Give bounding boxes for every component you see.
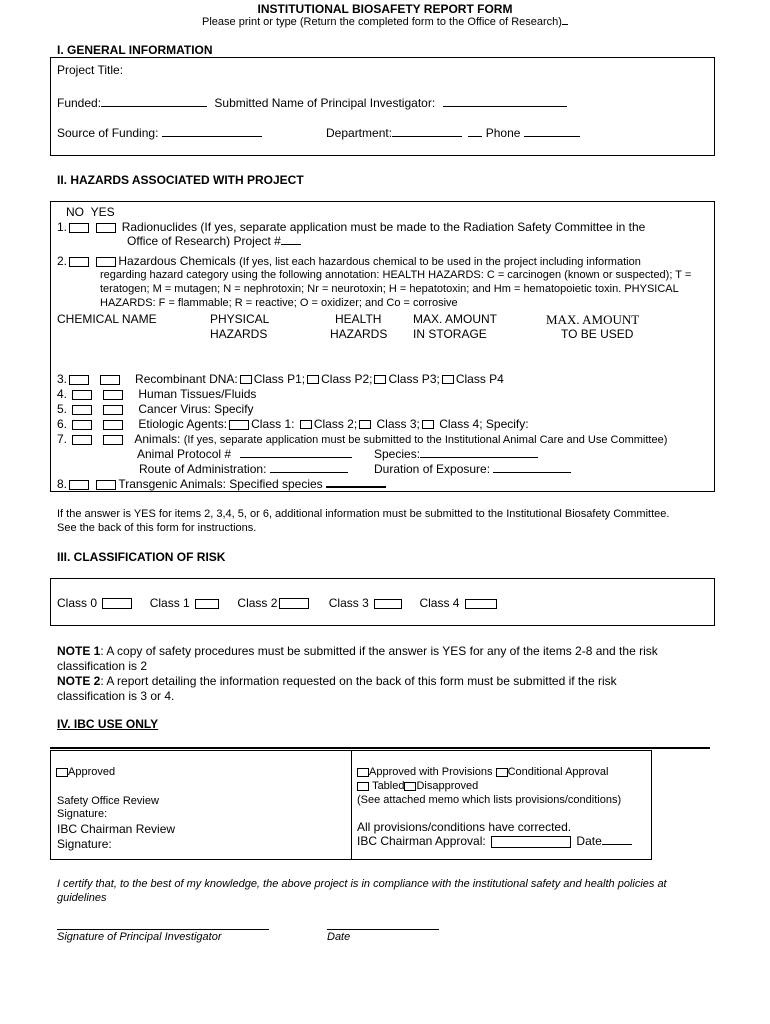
item-5-no-checkbox[interactable]: [72, 405, 92, 415]
col-used-1: MAX. AMOUNT: [546, 312, 640, 327]
ibc-top-rule: [50, 747, 710, 749]
item-2-line3: teratogen; M = mutagen; N = nephrotoxin; Nr = neurotoxin; H = hepatotoxin; and Hm = hematopoietic toxin. PHYSICAL: [100, 283, 679, 295]
col-storage-2: IN STORAGE: [413, 327, 487, 341]
funded-row: Funded: Submitted Name of Principal Investigator:: [57, 96, 567, 110]
memo-note: (See attached memo which lists provisions/conditions): [357, 794, 622, 806]
col-chemical-name: CHEMICAL NAME: [57, 312, 157, 326]
item-8-row: 8. Transgenic Animals: Specified species: [57, 477, 386, 491]
item-7-yes-checkbox[interactable]: [103, 435, 123, 445]
species-field[interactable]: [420, 457, 538, 458]
transgenic-species-field[interactable]: [326, 486, 386, 488]
item-5-yes-checkbox[interactable]: [103, 405, 123, 415]
item-2-line2: regarding hazard category using the following annotation: HEALTH HAZARDS: C = carcinogen (known or suspected); T =: [100, 269, 692, 281]
certify-line-2: guidelines: [57, 892, 107, 904]
etiologic-class-4-checkbox[interactable]: [422, 420, 434, 429]
chairman-approval-row: IBC Chairman Approval: Date: [357, 834, 632, 848]
section-ibc-heading: IV. IBC USE ONLY: [57, 717, 159, 731]
animal-protocol-field[interactable]: [240, 457, 352, 458]
item-7-row: 7. Animals: (If yes, separate application must be submitted to the Institutional Animal Care and Use Committee): [57, 432, 668, 446]
item-6-row: 6. Etiologic Agents: Class 1: Class 2; Class 3; Class 4; Specify:: [57, 417, 529, 431]
item-6-no-checkbox[interactable]: [72, 420, 92, 430]
risk-classes-row: Class 0 Class 1 Class 2 Class 3 Class 4: [57, 596, 499, 610]
duration-field[interactable]: [493, 472, 571, 473]
section-risk-heading: III. CLASSIFICATION OF RISK: [57, 550, 226, 564]
class-p1-checkbox[interactable]: [240, 375, 252, 384]
class-2-checkbox[interactable]: [279, 598, 309, 609]
route-field[interactable]: [270, 472, 348, 473]
provisions-row: Approved with Provisions Conditional Approval: [357, 766, 608, 778]
item-2-no-checkbox[interactable]: [69, 257, 89, 267]
item-1-no-checkbox[interactable]: [69, 223, 89, 233]
approval-date-field[interactable]: [602, 844, 632, 845]
class-p3-checkbox[interactable]: [374, 375, 386, 384]
item-3-row: 3. Recombinant DNA: Class P1; Class P2; Class P3; Class P4: [57, 372, 504, 386]
safety-review-label: Safety Office Review: [57, 795, 159, 807]
etiologic-class-2-checkbox[interactable]: [300, 420, 312, 429]
item-2-line4: HAZARDS: F = flammable; R = reactive; O = oxidizer; and Co = corrosive: [100, 297, 458, 309]
col-storage-1: MAX. AMOUNT: [413, 312, 498, 326]
item-2-yes-checkbox[interactable]: [96, 257, 116, 267]
approved-row: Approved: [56, 766, 115, 778]
col-health-1: HEALTH: [335, 312, 382, 326]
section-general-heading: I. GENERAL INFORMATION: [57, 43, 213, 57]
item-4-row: 4. Human Tissues/Fluids: [57, 387, 257, 401]
pi-name-field[interactable]: [443, 106, 567, 107]
protocol-row: Animal Protocol #: [137, 447, 352, 461]
col-physical-1: PHYSICAL: [210, 312, 270, 326]
etiologic-class-1-checkbox[interactable]: [229, 420, 249, 430]
note-1-line2: classification is 2: [57, 659, 148, 673]
certify-line-1: I certify that, to the best of my knowledge, the above project is in compliance with the institutional safety and health policies at: [57, 878, 667, 890]
item-6-yes-checkbox[interactable]: [103, 420, 123, 430]
class-3-checkbox[interactable]: [374, 599, 402, 609]
form-title: INSTITUTIONAL BIOSAFETY REPORT FORM: [257, 2, 513, 16]
signature-pi-label: Signature of Principal Investigator: [57, 931, 222, 943]
item-5-row: 5. Cancer Virus: Specify: [57, 402, 254, 416]
approved-provisions-checkbox[interactable]: [357, 768, 369, 777]
no-yes-header: NO YES: [66, 205, 115, 219]
chairman-review-label: IBC Chairman Review: [57, 822, 176, 836]
route-row: Route of Administration:: [139, 462, 348, 476]
chairman-signature-label: Signature:: [57, 837, 112, 851]
species-row: Species:: [374, 447, 538, 461]
form-subtitle: Please print or type (Return the completed form to the Office of Research): [0, 16, 770, 28]
date-line[interactable]: [327, 929, 439, 930]
col-health-2: HAZARDS: [330, 327, 388, 341]
tabled-checkbox[interactable]: [357, 782, 369, 791]
ibc-divider: [351, 750, 352, 860]
project-title-label: Project Title:: [57, 63, 124, 77]
class-1-checkbox[interactable]: [195, 599, 219, 609]
item-8-yes-checkbox[interactable]: [96, 480, 116, 490]
notice-line-1: If the answer is YES for items 2, 3,4, 5, or 6, additional information must be submitted to the Institutional Biosafety Committee.: [57, 508, 670, 520]
col-used-2: TO BE USED: [561, 327, 634, 341]
notice-line-2: See the back of this form for instructions.: [57, 522, 257, 534]
item-3-no-checkbox[interactable]: [69, 375, 89, 385]
item-4-yes-checkbox[interactable]: [103, 390, 123, 400]
safety-signature-label: Signature:: [57, 808, 108, 820]
certify-date-label: Date: [327, 931, 351, 943]
item-7-no-checkbox[interactable]: [72, 435, 92, 445]
funded-field[interactable]: [101, 106, 207, 107]
note-1: NOTE 1: A copy of safety procedures must be submitted if the answer is YES for any of the items 2-8 and the risk: [57, 644, 658, 658]
class-4-checkbox[interactable]: [465, 599, 497, 609]
note-2: NOTE 2: A report detailing the information requested on the back of this form must be submitted if the risk: [57, 674, 617, 688]
col-physical-2: HAZARDS: [210, 327, 268, 341]
duration-row: Duration of Exposure:: [374, 462, 571, 476]
item-1-row2: Office of Research) Project #: [127, 234, 301, 248]
note-2-line2: classification is 3 or 4.: [57, 689, 175, 703]
item-8-no-checkbox[interactable]: [69, 480, 89, 490]
chairman-approval-field[interactable]: [491, 836, 571, 848]
disapproved-checkbox[interactable]: [404, 782, 416, 791]
class-p2-checkbox[interactable]: [307, 375, 319, 384]
etiologic-class-3-checkbox[interactable]: [359, 420, 371, 429]
section-hazards-heading: II. HAZARDS ASSOCIATED WITH PROJECT: [57, 173, 304, 187]
item-1-row: 1. Radionuclides (If yes, separate application must be made to the Radiation Safety Committee in the: [57, 220, 646, 234]
tabled-row: Tabled Disapproved: [357, 780, 478, 792]
item-4-no-checkbox[interactable]: [72, 390, 92, 400]
source-of-funding-field[interactable]: [162, 136, 262, 137]
phone-field[interactable]: [524, 136, 580, 137]
signature-line[interactable]: [57, 929, 269, 930]
source-row: Source of Funding:: [57, 126, 262, 140]
project-number-field[interactable]: [281, 244, 301, 245]
corrected-note: All provisions/conditions have corrected.: [357, 820, 572, 834]
conditional-approval-checkbox[interactable]: [496, 768, 508, 777]
department-row: Department: Phone: [326, 126, 580, 140]
item-1-yes-checkbox[interactable]: [96, 223, 116, 233]
item-2-row: 2. Hazardous Chemicals (If yes, list each hazardous chemical to be used in the project including information: [57, 254, 641, 268]
approved-checkbox[interactable]: [56, 768, 68, 777]
class-0-checkbox[interactable]: [102, 598, 132, 609]
department-field[interactable]: [392, 136, 462, 137]
class-p4-checkbox[interactable]: [442, 375, 454, 384]
item-3-yes-checkbox[interactable]: [100, 375, 120, 385]
